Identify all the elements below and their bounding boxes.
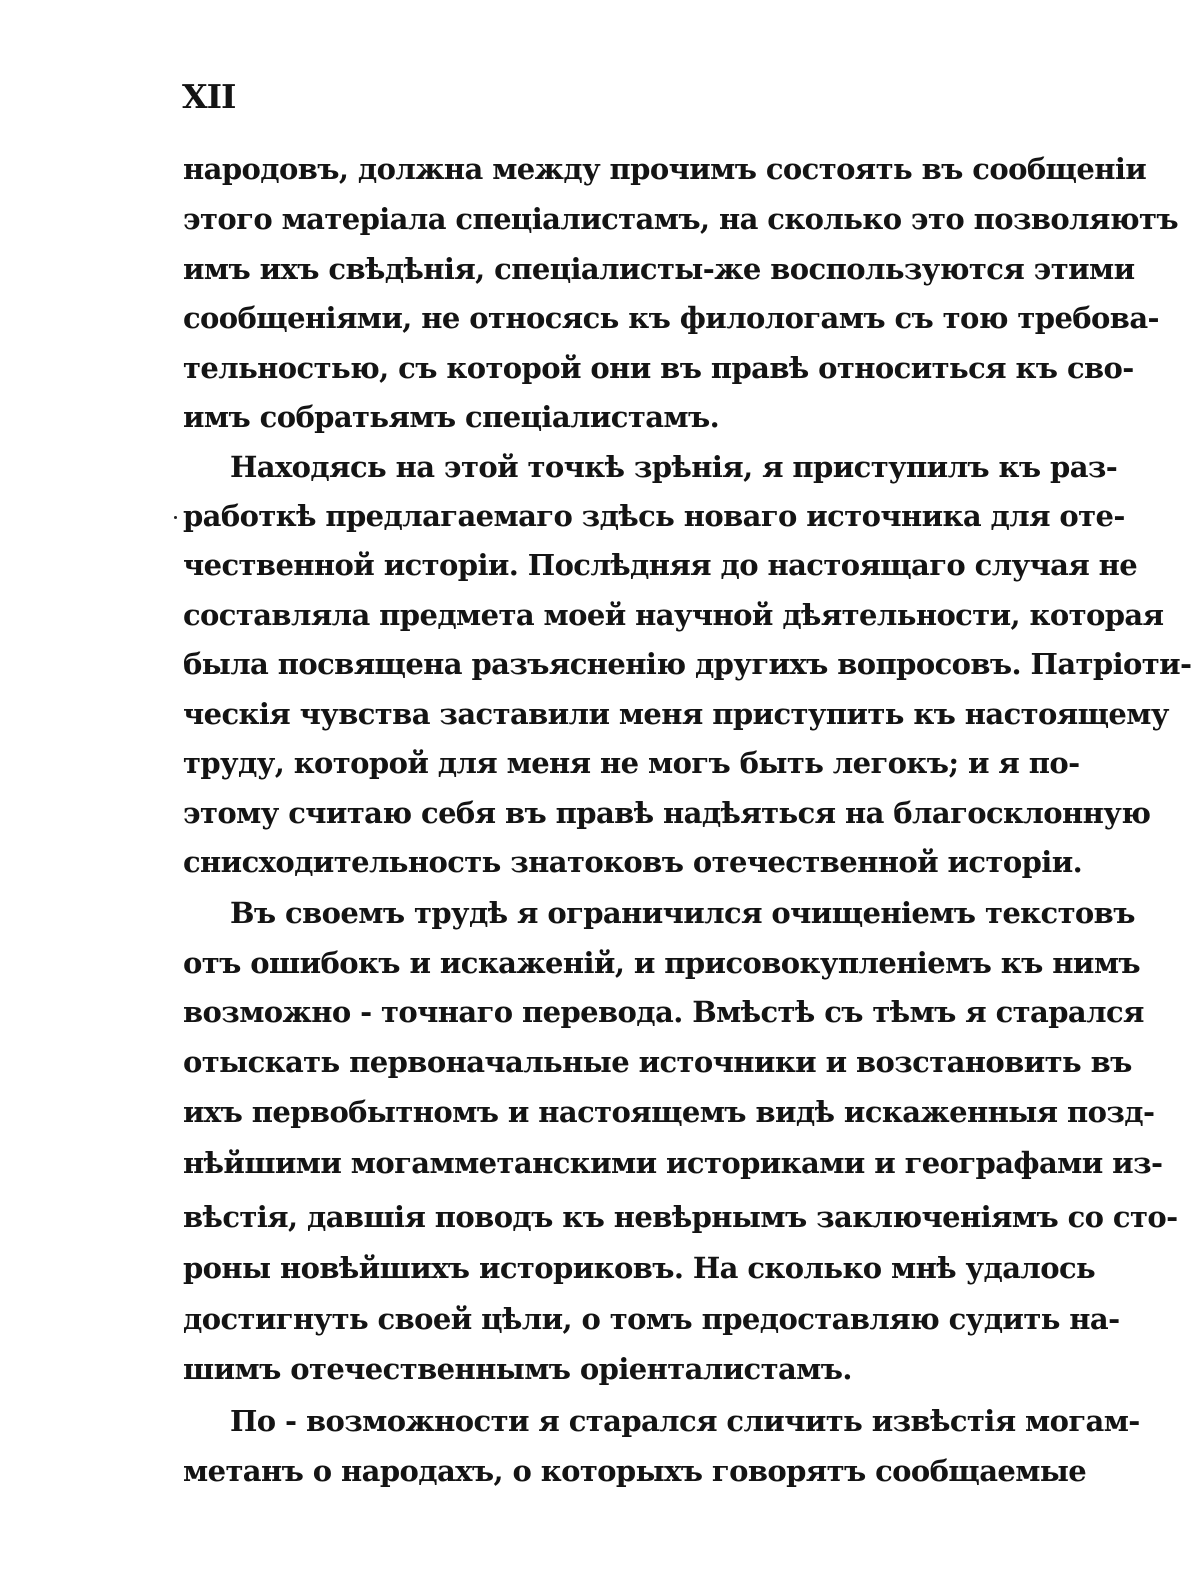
text-line: Находясь на этой точкѣ зрѣнія, я приступилъ къ раз-	[230, 450, 1118, 484]
text-line: роны новѣйшихъ историковъ. На сколько мнѣ удалось	[183, 1251, 1096, 1285]
text-line: работкѣ предлагаемаго здѣсь новаго источника для оте-	[183, 499, 1125, 533]
text-line: была посвящена разъясненію другихъ вопросовъ. Патріоти-	[183, 647, 1191, 681]
text-line: достигнуть своей цѣли, о томъ предоставляю судить на-	[183, 1302, 1120, 1336]
text-line: труду, которой для меня не могъ быть легокъ; и я по-	[183, 746, 1080, 780]
print-speck	[174, 516, 177, 519]
text-line: шимъ отечественнымъ оріенталистамъ.	[183, 1352, 852, 1386]
text-line: ческія чувства заставили меня приступить къ настоящему	[183, 697, 1169, 731]
text-line: чественной исторіи. Послѣдняя до настоящаго случая не	[183, 548, 1138, 582]
text-line: отыскать первоначальные источники и возстановить въ	[183, 1045, 1132, 1079]
text-line: нѣйшими могамметанскими историками и географами из-	[183, 1146, 1163, 1180]
text-line: народовъ, должна между прочимъ состоять въ сообщеніи	[183, 152, 1147, 186]
text-line: По - возможности я старался сличить извѣстія могам-	[230, 1404, 1140, 1438]
text-line: составляла предмета моей научной дѣятельности, которая	[183, 598, 1164, 632]
text-line: вѣстія, давшія поводъ къ невѣрнымъ заключеніямъ со сто-	[183, 1200, 1178, 1234]
text-line: отъ ошибокъ и искаженій, и присовокупленіемъ къ нимъ	[183, 946, 1141, 980]
text-line: метанъ о народахъ, о которыхъ говорятъ сообщаемые	[183, 1454, 1087, 1488]
page-number: XII	[182, 77, 236, 116]
text-line: сообщеніями, не относясь къ филологамъ съ тою требова-	[183, 301, 1159, 335]
text-line: ихъ первобытномъ и настоящемъ видѣ искаженныя позд-	[183, 1095, 1155, 1129]
text-line: имъ собратьямъ спеціалистамъ.	[183, 400, 720, 434]
text-line: возможно - точнаго перевода. Вмѣстѣ съ тѣмъ я старался	[183, 995, 1144, 1029]
text-line: этому считаю себя въ правѣ надѣяться на благосклонную	[183, 796, 1151, 830]
text-line: Въ своемъ трудѣ я ограничился очищеніемъ текстовъ	[230, 896, 1135, 930]
text-line: тельностью, съ которой они въ правѣ относиться къ сво-	[183, 351, 1134, 385]
text-line: этого матеріала спеціалистамъ, на сколько это позволяютъ	[183, 202, 1178, 236]
text-line: имъ ихъ свѣдѣнія, спеціалисты-же воспользуются этими	[183, 252, 1135, 286]
text-line: снисходительность знатоковъ отечественной исторіи.	[183, 845, 1083, 879]
